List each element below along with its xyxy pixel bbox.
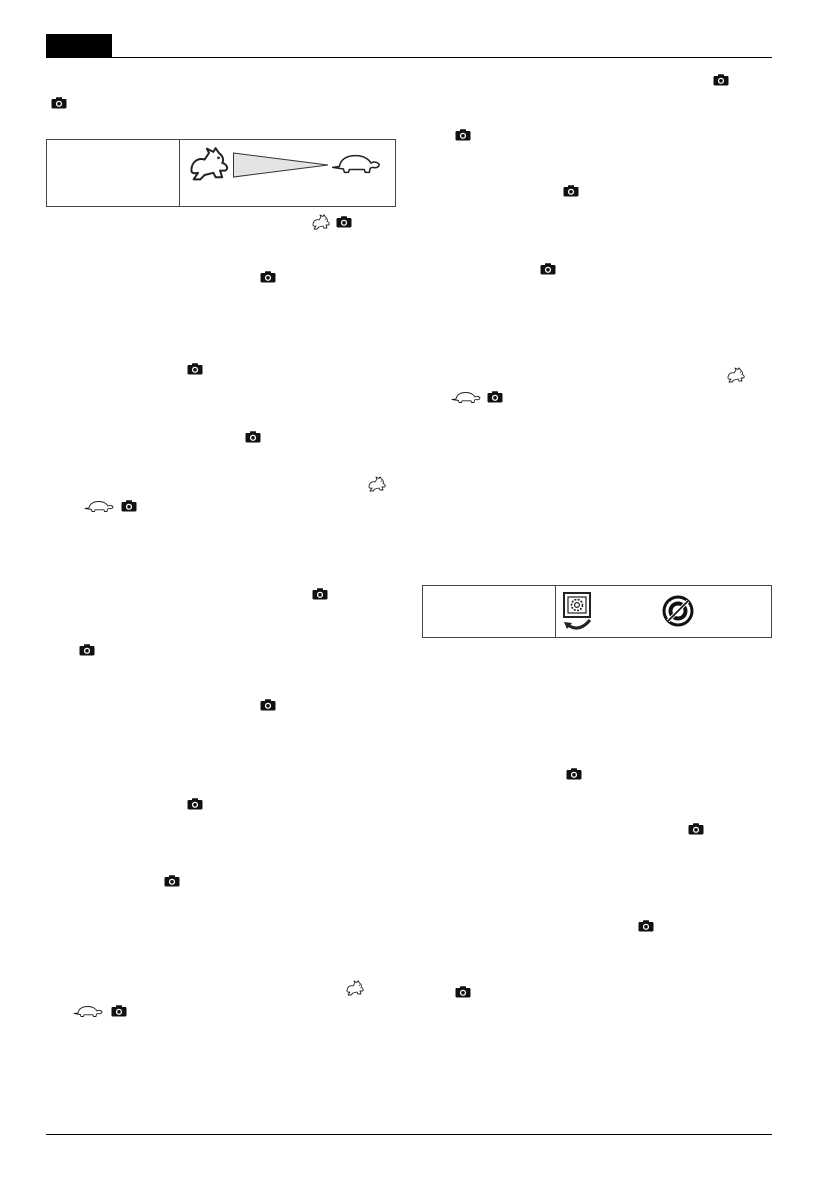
camera-icon	[563, 185, 579, 197]
header-tab	[46, 34, 112, 58]
speed-scale-table	[46, 139, 396, 207]
prohibited-icon	[661, 594, 695, 628]
camera-icon	[638, 920, 654, 932]
turtle-icon	[84, 500, 114, 513]
camera-icon	[164, 875, 180, 887]
camera-icon	[187, 363, 203, 375]
rabbit-icon	[367, 476, 387, 492]
rabbit-icon	[345, 980, 365, 996]
camera-icon	[79, 644, 95, 656]
turtle-icon	[331, 152, 381, 176]
camera-icon	[111, 1005, 127, 1017]
camera-icon	[566, 768, 582, 780]
rabbit-icon	[726, 367, 746, 383]
camera-icon	[455, 129, 471, 141]
tool-symbol-table	[422, 585, 772, 638]
camera-icon	[688, 823, 704, 835]
camera-icon	[245, 431, 261, 443]
camera-icon	[336, 216, 352, 228]
speed-wedge	[233, 152, 329, 178]
camera-icon	[187, 798, 203, 810]
camera-icon	[260, 271, 276, 283]
turtle-icon	[73, 1005, 103, 1018]
tool-change-icon	[563, 592, 595, 632]
rabbit-icon	[187, 146, 231, 182]
camera-icon	[312, 588, 328, 600]
camera-icon	[121, 500, 137, 512]
camera-icon	[540, 263, 556, 275]
footer-rule	[46, 1134, 772, 1135]
camera-icon	[487, 391, 503, 403]
camera-icon	[51, 97, 67, 109]
turtle-icon	[451, 391, 481, 404]
camera-icon	[713, 74, 729, 86]
camera-icon	[260, 699, 276, 711]
table-divider	[179, 140, 180, 206]
camera-icon	[455, 986, 471, 998]
header-rule	[46, 57, 772, 58]
rabbit-icon	[311, 214, 331, 230]
table-divider	[555, 586, 556, 637]
